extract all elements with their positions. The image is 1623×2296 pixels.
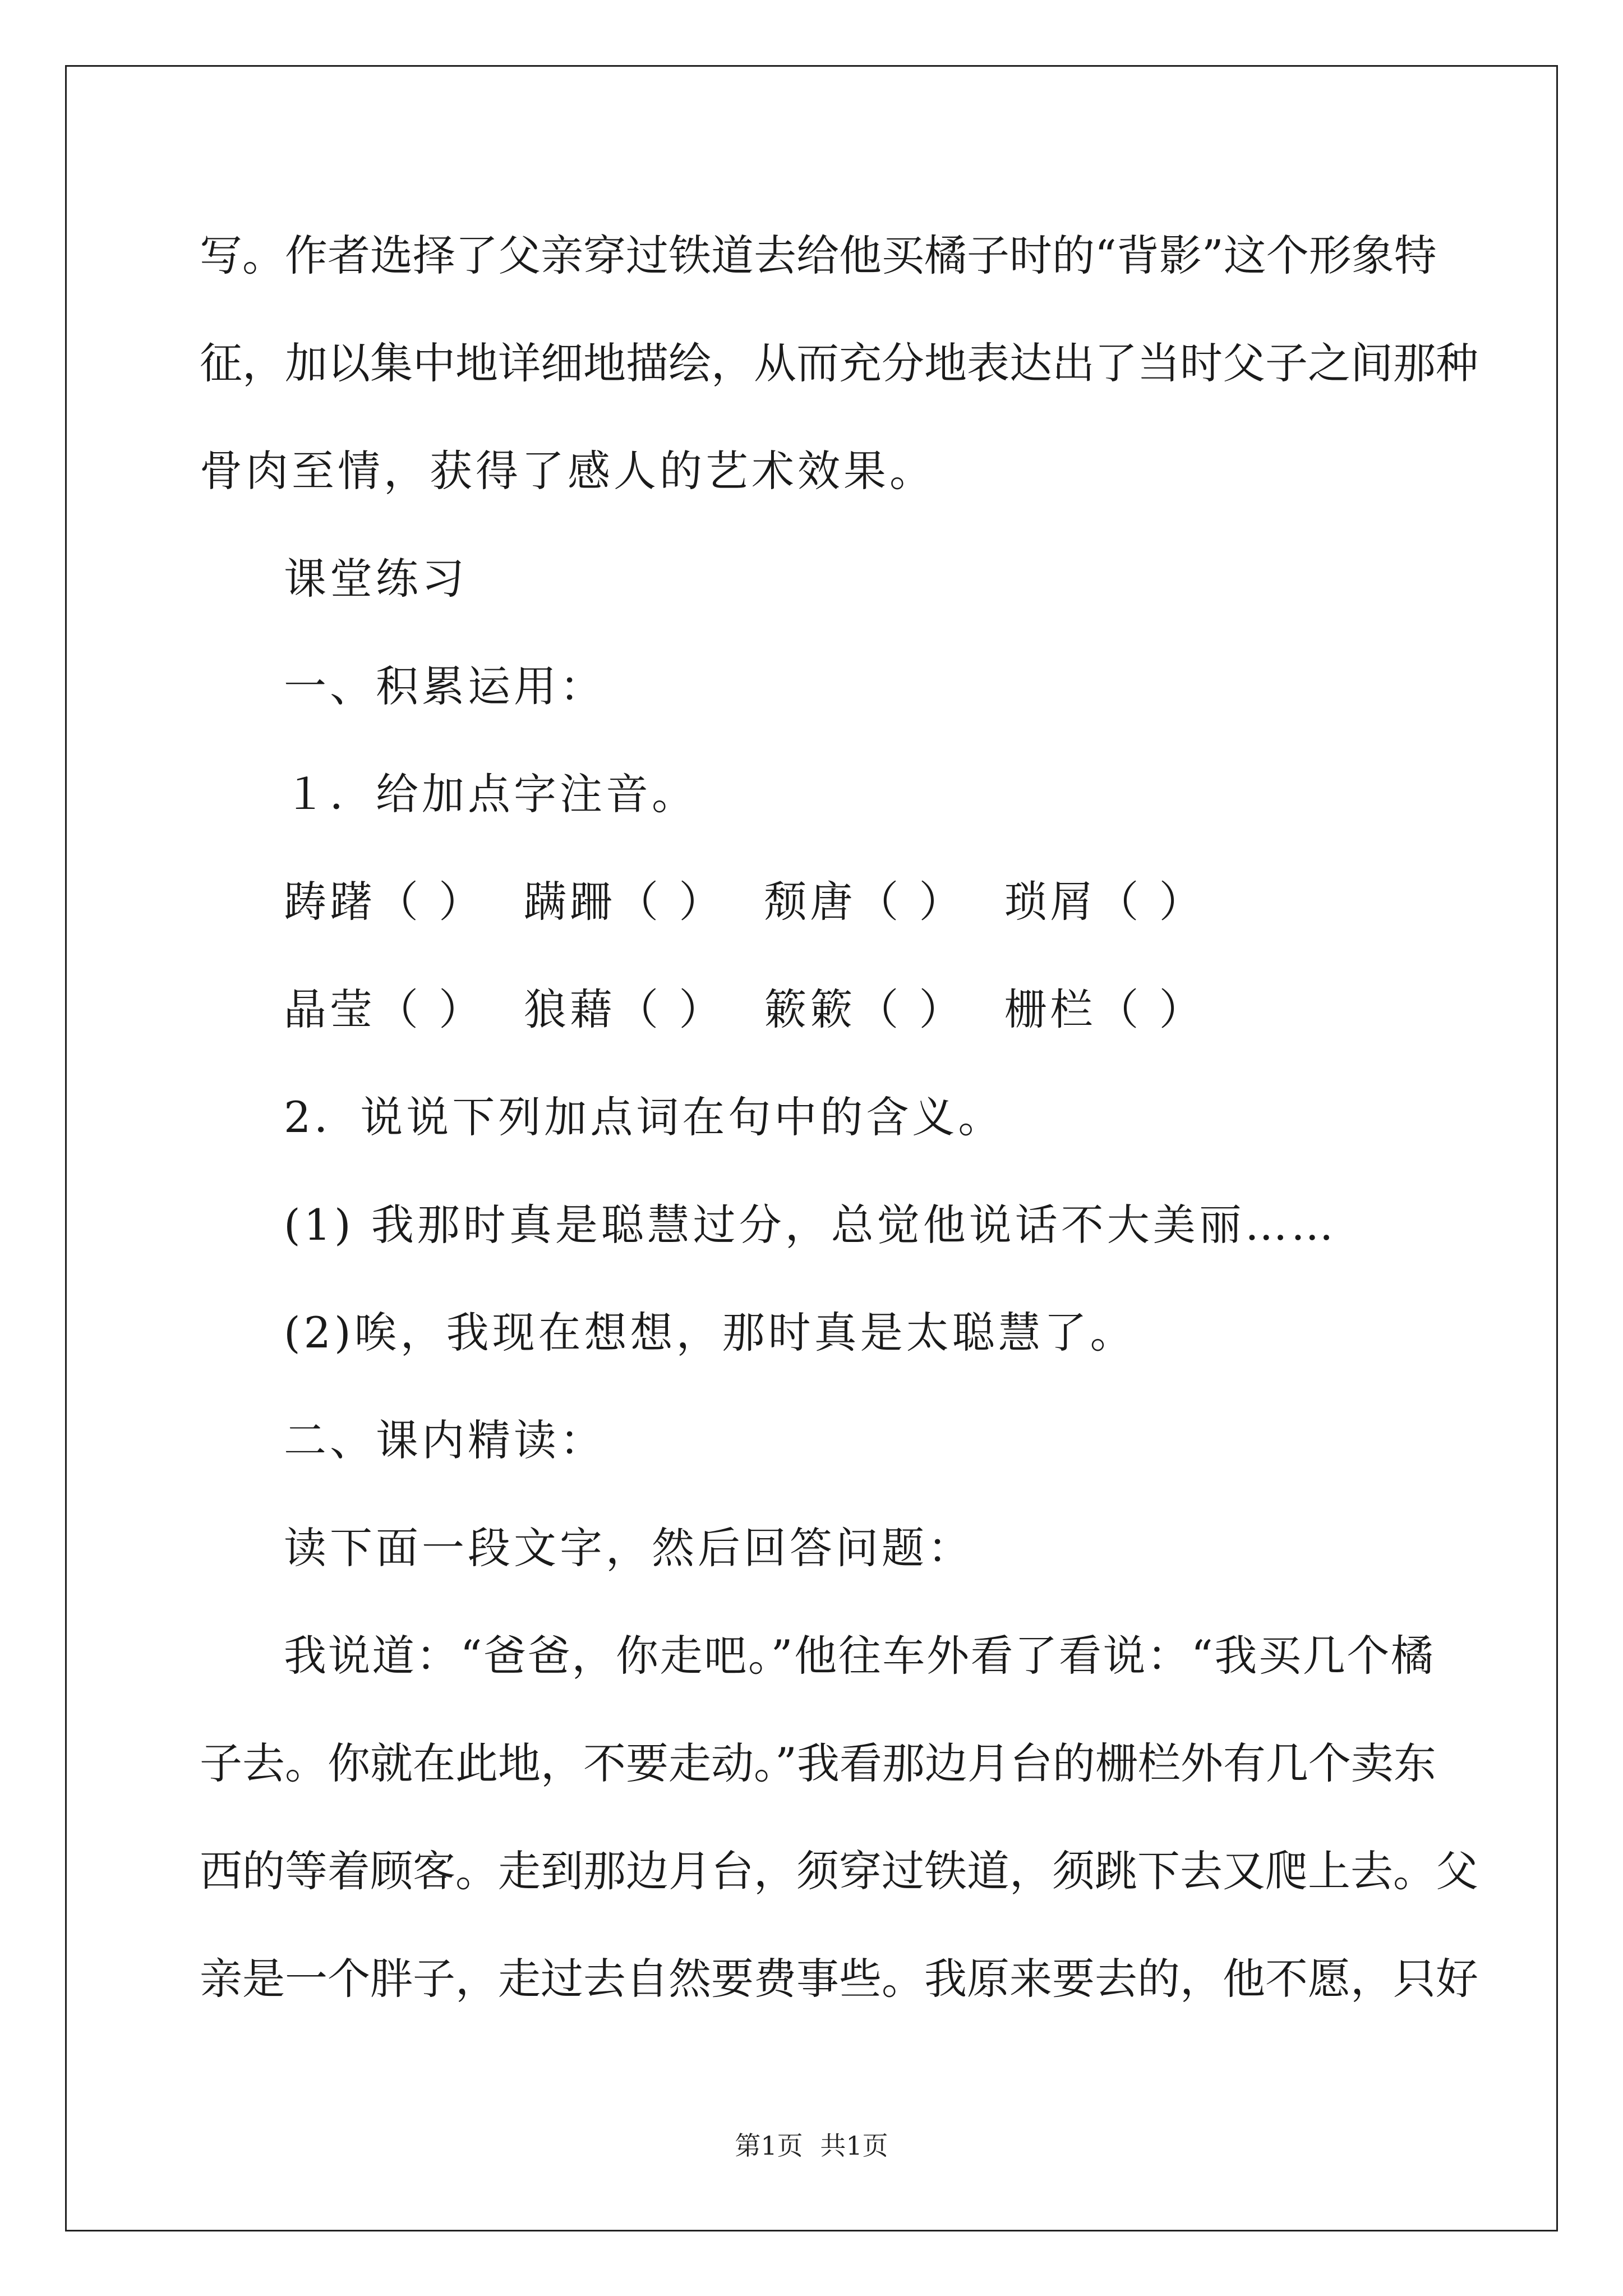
pinyin-blank: 晶莹（ ） (284, 984, 485, 1034)
pinyin-blank: 蹒跚（ ） (524, 877, 725, 927)
passage-line: 我说道：“爸爸，你走吧。”他往车外看了看说：“我买几个橘 (284, 1631, 1433, 1681)
page-footer (0, 2129, 1623, 2162)
passage-line: 西的等着顾客。走到那边月台，须穿过铁道，须跳下去又爬上去。父 (200, 1846, 1478, 1896)
part2-heading: 二、课内精读： (284, 1415, 606, 1465)
page-number-total: 共1页 (820, 2131, 888, 2161)
paragraph-line: 征，加以集中地详细地描绘，从而充分地表达出了当时父子之间那种 (200, 338, 1478, 388)
pinyin-blank: 颓唐（ ） (764, 877, 965, 927)
document-body (200, 202, 1478, 2033)
question-2-item-2: (2)唉，我现在想想，那时真是太聪慧了。 (284, 1308, 1136, 1358)
paragraph-line: 骨肉至情，获得了感人的艺术效果。 (200, 446, 935, 496)
passage-line: 亲是一个胖子，走过去自然要费事些。我原来要去的，他不愿，只好 (200, 1954, 1478, 2004)
part1-heading: 一、积累运用： (284, 661, 606, 711)
pinyin-blank: 狼藉（ ） (524, 984, 725, 1034)
pinyin-blank: 栅栏（ ） (1004, 984, 1205, 1034)
question-1-row-2 (200, 956, 1433, 1064)
question-1-title: １．给加点字注音。 (284, 769, 698, 819)
question-1-row-1 (200, 848, 1433, 956)
passage-line: 子去。你就在此地，不要走动。”我看那边月台的栅栏外有几个卖东 (200, 1738, 1436, 1788)
part2-instruction: 读下面一段文字，然后回答问题： (284, 1523, 974, 1573)
question-2-item-1: (1) 我那时真是聪慧过分，总觉他说话不大美丽…… (284, 1200, 1337, 1250)
pinyin-blank: 踌躇（ ） (284, 877, 485, 927)
pinyin-blank: 簌簌（ ） (764, 984, 965, 1034)
section-heading-practice: 课堂练习 (284, 554, 468, 604)
page-number-current: 第1页 (735, 2131, 803, 2161)
paragraph-line: 写。作者选择了父亲穿过铁道去给他买橘子时的“背影”这个形象特 (200, 231, 1437, 280)
question-2-title: 2．说说下列加点词在句中的含义。 (284, 1092, 1004, 1142)
pinyin-blank: 琐屑（ ） (1004, 877, 1205, 927)
